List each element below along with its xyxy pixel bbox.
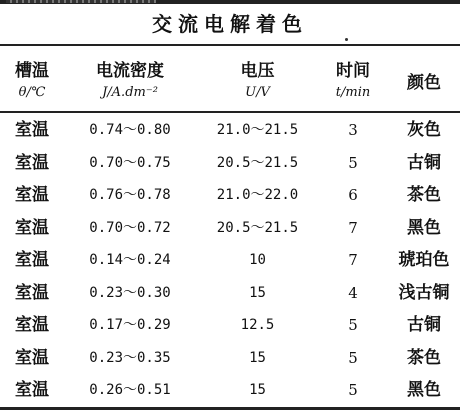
table-row <box>0 309 460 341</box>
header-temperature-label: 槽温 <box>15 61 49 81</box>
header-rule <box>0 111 460 113</box>
cell-temperature: 室温 <box>15 380 49 400</box>
cell-temperature: 室温 <box>15 347 49 368</box>
cell-voltage: 12.5 <box>240 317 275 333</box>
header-voltage <box>200 60 315 104</box>
cell-temperature: 室温 <box>15 152 49 173</box>
header-temperature-unit: θ/℃ <box>18 85 46 100</box>
table-row <box>0 374 460 406</box>
cell-time: 6 <box>348 186 358 204</box>
cell-current-density: 0.70～0.75 <box>89 154 171 171</box>
header-voltage-unit: U/V <box>245 85 270 100</box>
table-row <box>0 114 460 146</box>
header-current-density-label: 电流密度 <box>96 61 164 81</box>
cell-voltage: 15 <box>249 284 266 301</box>
cropped-text-fragment <box>6 0 156 3</box>
table-row <box>0 179 460 211</box>
table-row <box>0 277 460 309</box>
table-row <box>0 244 460 276</box>
cell-temperature: 室温 <box>15 282 49 303</box>
cell-temperature: 室温 <box>15 250 49 270</box>
bottom-rule <box>0 407 460 410</box>
header-color: 颜色 <box>407 73 441 93</box>
table-row <box>0 342 460 374</box>
cell-time: 5 <box>348 153 358 172</box>
cell-voltage: 10 <box>249 252 266 268</box>
cell-voltage: 21.0～21.5 <box>216 122 299 138</box>
cell-current-density: 0.17～0.29 <box>89 317 171 333</box>
cell-current-density: 0.74～0.80 <box>89 122 171 138</box>
header-voltage-label: 电压 <box>240 61 275 81</box>
cell-time: 4 <box>348 283 358 302</box>
cell-time: 5 <box>348 348 358 367</box>
table-title: 交流电解着色 <box>152 12 308 36</box>
header-time-unit: t/min <box>335 85 371 100</box>
cell-color: 黑色 <box>407 380 441 400</box>
print-speck <box>345 38 348 41</box>
cell-current-density: 0.23～0.35 <box>89 349 171 366</box>
cell-voltage: 15 <box>249 349 266 366</box>
cell-voltage: 21.0～22.0 <box>216 187 299 203</box>
cell-current-density: 0.26～0.51 <box>89 382 171 398</box>
cell-color: 浅古铜 <box>398 282 450 303</box>
cell-temperature: 室温 <box>15 315 49 335</box>
cell-color: 黑色 <box>407 217 441 238</box>
cell-temperature: 室温 <box>15 185 49 205</box>
cell-color: 古铜 <box>407 152 441 173</box>
cell-current-density: 0.76～0.78 <box>89 187 171 203</box>
cell-color: 茶色 <box>407 347 441 368</box>
cell-color: 茶色 <box>407 185 441 205</box>
table-row <box>0 147 460 179</box>
cell-current-density: 0.70～0.72 <box>89 219 171 236</box>
header-temperature <box>0 60 64 104</box>
cell-time: 3 <box>348 121 358 139</box>
title-rule <box>0 44 460 46</box>
cell-time: 5 <box>348 316 358 334</box>
cell-temperature: 室温 <box>15 120 49 140</box>
cell-voltage: 20.5～21.5 <box>216 219 299 236</box>
header-current-density-unit: J/A.dm⁻² <box>102 85 158 100</box>
cell-voltage: 15 <box>249 382 266 398</box>
cell-current-density: 0.23～0.30 <box>89 284 171 301</box>
cell-temperature: 室温 <box>15 217 49 238</box>
cell-current-density: 0.14～0.24 <box>89 252 171 268</box>
table-row <box>0 212 460 244</box>
cell-voltage: 20.5～21.5 <box>216 154 299 171</box>
cell-color: 灰色 <box>407 120 441 140</box>
cell-color: 古铜 <box>407 315 441 335</box>
cell-time: 7 <box>348 251 358 269</box>
header-current-density <box>70 60 190 104</box>
cell-time: 7 <box>348 218 358 237</box>
header-time-label: 时间 <box>336 61 370 81</box>
cell-color: 琥珀色 <box>398 250 450 270</box>
cell-time: 5 <box>348 381 358 399</box>
header-time <box>322 60 384 104</box>
